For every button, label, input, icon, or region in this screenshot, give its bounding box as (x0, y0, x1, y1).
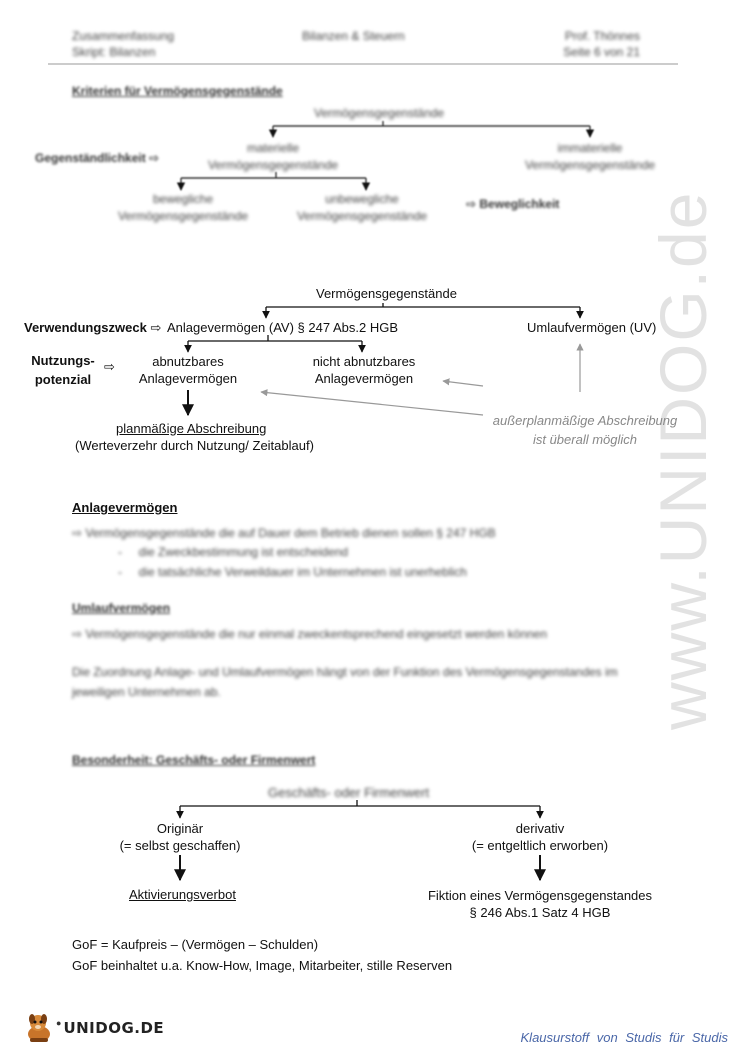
section1-title: Kriterien für Vermögensgegenstände (72, 84, 283, 98)
node-ausserplanmaessig (490, 411, 680, 449)
node-abnutzbar-l2: Anlagevermögen (138, 371, 238, 386)
gof-originaer (100, 820, 260, 854)
footer-slogan: Klausurstoff von Studis für Studis (520, 1030, 728, 1045)
section1-immaterielle (515, 140, 665, 174)
header-subtitle: Skript: Bilanzen (72, 45, 156, 59)
anlagevermoegen-title: Anlagevermögen (72, 500, 178, 515)
gof-derivativ (455, 820, 625, 854)
gof-fiktion (420, 887, 660, 921)
umlaufvermoegen-line: ⇨ Vermögensgegenstände die nur einmal zweckentsprechend eingesetzt werden können (72, 627, 548, 641)
besonderheit-title: Besonderheit: Geschäfts- oder Firmenwert (72, 753, 316, 767)
section1-immaterielle-l1: immaterielle (557, 141, 623, 155)
umlaufvermoegen-para-l1: Die Zuordnung Anlage- und Umlaufvermögen hängt von der Funktion des Vermögensgegenstandes im (72, 665, 618, 679)
node-nicht-abnutzbar-l2: Anlagevermögen (314, 371, 414, 386)
anlagevermoegen-bullet (118, 565, 467, 579)
watermark: www.UNIDOG.de (646, 190, 720, 730)
node-nicht-abnutzbar (290, 353, 438, 387)
label-nutzungspotenzial-l2: potenzial (34, 372, 92, 387)
gof-formula: GoF = Kaufpreis – (Vermögen – Schulden) (72, 937, 319, 952)
section1-materielle-l2: Vermögensgegenstände (207, 158, 339, 172)
node-abnutzbar (118, 353, 258, 387)
bullet-dash: - (118, 545, 139, 559)
logo-text: UNIDOG.DE (63, 1019, 165, 1037)
umlaufvermoegen-para-l2: jeweiligen Unternehmen ab. (72, 685, 221, 699)
node-ausserplanmaessig-l1: außerplanmäßige Abschreibung (492, 413, 678, 428)
paw-icon: ● (56, 1018, 62, 1028)
anlagevermoegen-bullet-2: die tatsächliche Verweildauer im Unternehmen ist unerheblich (138, 565, 467, 579)
section1-bewegliche-l1: bewegliche (152, 192, 214, 206)
anlagevermoegen-bullet-1: die Zweckbestimmung ist entscheidend (138, 545, 349, 559)
label-verwendungszweck-text: Verwendungszweck (24, 320, 147, 335)
node-planmaessig-note: (Werteverzehr durch Nutzung/ Zeitablauf) (75, 438, 314, 453)
dog-icon (24, 1012, 54, 1044)
umlaufvermoegen-para (72, 662, 618, 702)
header-center: Bilanzen & Steuern (302, 29, 405, 43)
arrow-right-icon: ⇨ (104, 359, 115, 374)
gof-derivativ-l2: (= entgeltlich erworben) (471, 838, 609, 853)
anlagevermoegen-bullet (118, 545, 348, 559)
gof-includes: GoF beinhaltet u.a. Know-How, Image, Mitarbeiter, stille Reserven (72, 958, 453, 973)
section1-immaterielle-l2: Vermögensgegenstände (524, 158, 656, 172)
section1-unbewegliche-l2: Vermögensgegenstände (296, 209, 428, 223)
section1-bewegliche-l2: Vermögensgegenstände (117, 209, 249, 223)
section1-materielle-l1: materielle (246, 141, 300, 155)
section1-label-beweglichkeit: ⇨ Beweglichkeit (466, 197, 560, 211)
node-anlagevermoegen: Anlagevermögen (AV) § 247 Abs.2 HGB (167, 320, 398, 335)
node-nicht-abnutzbar-l1: nicht abnutzbares (312, 354, 416, 369)
gof-root: Geschäfts- oder Firmenwert (268, 785, 430, 800)
label-verwendungszweck (24, 320, 161, 336)
section1-root: Vermögensgegenstände (314, 106, 445, 120)
header-page: Seite 6 von 21 (563, 45, 640, 59)
section1-unbewegliche (287, 191, 437, 225)
header-author: Prof. Thönnes (564, 29, 640, 43)
gof-derivativ-l1: derivativ (515, 821, 565, 836)
gof-aktivierungsverbot: Aktivierungsverbot (129, 887, 236, 902)
umlaufvermoegen-title: Umlaufvermögen (72, 601, 171, 615)
label-nutzungspotenzial (28, 351, 98, 389)
section1-bewegliche (108, 191, 258, 225)
section2-root: Vermögensgegenstände (316, 286, 457, 301)
node-ausserplanmaessig-l2: ist überall möglich (532, 432, 638, 447)
node-umlaufvermoegen: Umlaufvermögen (UV) (527, 320, 657, 335)
section1-unbewegliche-l1: unbewegliche (325, 192, 399, 206)
header-title: Zusammenfassung (72, 29, 175, 43)
arrow-right-icon: ⇨ (150, 320, 162, 335)
gof-fiktion-l1: Fiktion eines Vermögensgegenstandes (427, 888, 653, 903)
label-nutzungspotenzial-l1: Nutzungs- (31, 353, 95, 368)
section1-label-gegenstaendlichkeit: Gegenständlichkeit ⇨ (35, 151, 160, 165)
node-abnutzbar-l1: abnutzbares (152, 354, 224, 369)
section1-materielle (198, 140, 348, 174)
unidog-logo (24, 1012, 164, 1044)
bullet-dash: - (118, 565, 139, 579)
anlagevermoegen-line: ⇨ Vermögensgegenstände die auf Dauer dem Betrieb dienen sollen § 247 HGB (72, 526, 496, 540)
gof-originaer-l1: Originär (156, 821, 204, 836)
gof-originaer-l2: (= selbst geschaffen) (119, 838, 241, 853)
node-planmaessig: planmäßige Abschreibung (116, 421, 267, 436)
gof-fiktion-l2: § 246 Abs.1 Satz 4 HGB (469, 905, 611, 920)
